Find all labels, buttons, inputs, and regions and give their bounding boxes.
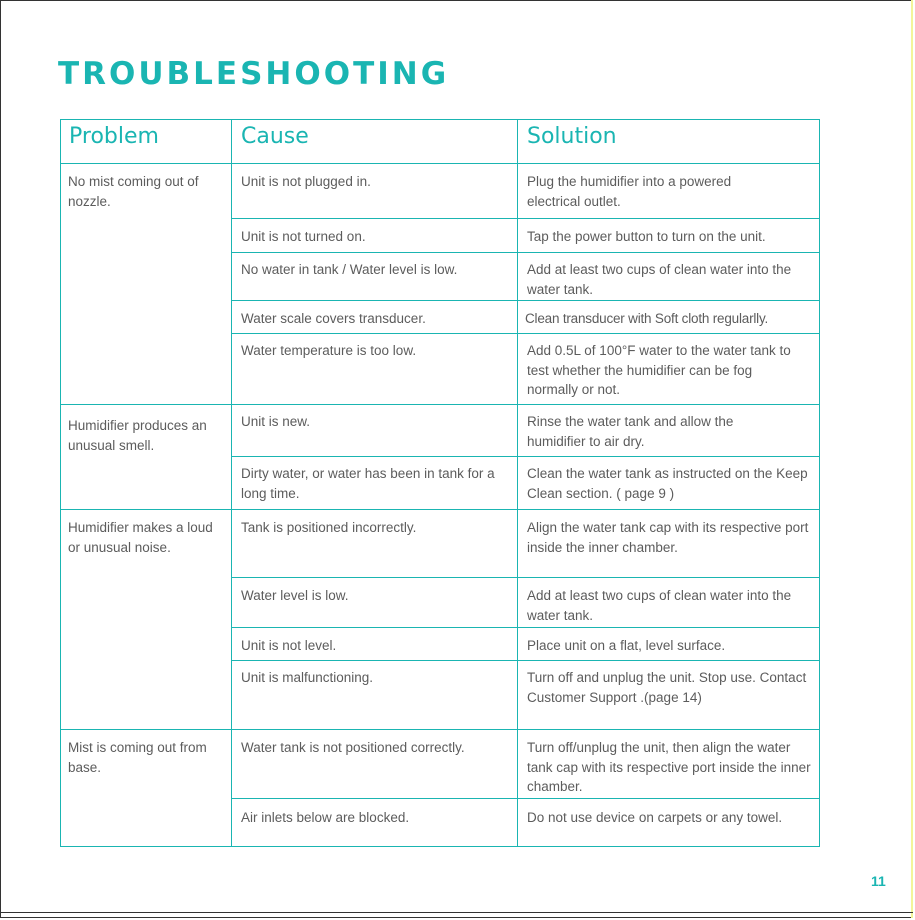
page-number: 11 (871, 873, 886, 889)
solution-cell: Do not use device on carpets or any towel. (527, 810, 783, 825)
cause-cell: Unit is new. (241, 414, 311, 429)
solution-cell: Turn off and unplug the unit. Stop use. Contact Customer Support .(page 14) (527, 670, 807, 705)
solution-cell: Rinse the water tank and allow the humidifier to air dry. (527, 414, 734, 449)
cause-cell: Air inlets below are blocked. (241, 810, 410, 825)
page-title: TROUBLESHOOTING (58, 56, 450, 92)
problem-cell: Humidifier makes a loud or unusual noise. (68, 520, 213, 555)
row-divider (231, 798, 820, 799)
row-divider (231, 577, 820, 578)
row-divider (231, 627, 820, 628)
problem-cell: No mist coming out of nozzle. (68, 174, 199, 209)
row-divider (231, 333, 820, 334)
solution-cell: Turn off/unplug the unit, then align the water tank cap with its respective port inside the inner chamber. (527, 740, 811, 794)
solution-cell: Add at least two cups of clean water into the water tank. (527, 262, 792, 297)
column-divider (231, 119, 232, 847)
cause-cell: Dirty water, or water has been in tank for a long time. (241, 466, 495, 501)
problem-cell: Humidifier produces an unusual smell. (68, 418, 207, 453)
row-divider (60, 163, 820, 164)
row-divider (231, 218, 820, 219)
row-divider (231, 660, 820, 661)
row-divider (231, 300, 820, 301)
header-cause: Cause (241, 124, 309, 149)
row-divider (231, 456, 820, 457)
bottom-edge-rule (0, 912, 913, 913)
solution-cell: Add 0.5L of 100°F water to the water tank to test whether the humidifier can be fog normally or not. (527, 343, 791, 397)
cause-cell: Unit is not plugged in. (241, 174, 371, 189)
cause-cell: Water scale covers transducer. (241, 311, 426, 326)
cause-cell: Water temperature is too low. (241, 343, 417, 358)
cause-cell: Water level is low. (241, 588, 349, 603)
row-divider (60, 404, 820, 405)
solution-cell: Place unit on a flat, level surface. (527, 638, 726, 653)
cause-cell: Unit is malfunctioning. (241, 670, 374, 685)
cause-cell: Water tank is not positioned correctly. (241, 740, 465, 755)
solution-cell: Plug the humidifier into a powered electrical outlet. (527, 174, 732, 209)
cause-cell: No water in tank / Water level is low. (241, 262, 458, 277)
cause-cell: Unit is not turned on. (241, 229, 366, 244)
solution-cell: Tap the power button to turn on the unit. (527, 229, 766, 244)
solution-cell: Clean transducer with Soft cloth regularlly. (525, 311, 769, 326)
row-divider (60, 509, 820, 510)
row-divider (60, 729, 820, 730)
solution-cell: Add at least two cups of clean water into the water tank. (527, 588, 792, 623)
cause-cell: Unit is not level. (241, 638, 337, 653)
solution-cell: Align the water tank cap with its respective port inside the inner chamber. (527, 520, 809, 555)
header-solution: Solution (527, 124, 617, 149)
cause-cell: Tank is positioned incorrectly. (241, 520, 417, 535)
problem-cell: Mist is coming out from base. (68, 740, 207, 775)
column-divider (517, 119, 518, 847)
header-problem: Problem (69, 124, 159, 149)
right-edge-rule (911, 0, 913, 918)
solution-cell: Clean the water tank as instructed on the Keep Clean section. ( page 9 ) (527, 466, 808, 501)
row-divider (231, 252, 820, 253)
